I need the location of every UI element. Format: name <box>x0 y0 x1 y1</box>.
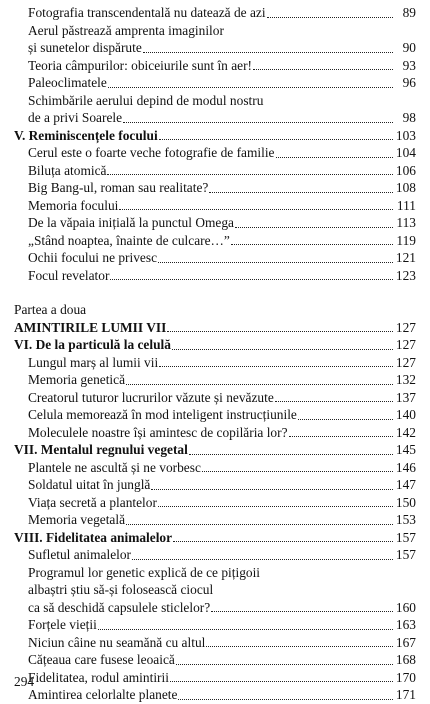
toc-entry <box>14 232 416 250</box>
dot-leader <box>98 629 393 630</box>
toc-chapter <box>14 529 416 547</box>
toc-page-number: 132 <box>395 372 416 387</box>
dot-leader <box>159 366 393 367</box>
toc-page-number: 168 <box>395 652 416 667</box>
dot-leader <box>143 52 393 53</box>
toc-page-number: 119 <box>396 232 416 248</box>
toc-entry-title: de a privi Soarele <box>28 110 123 125</box>
toc-page-number: 104 <box>395 145 416 160</box>
toc-page-number: 127 <box>395 354 416 370</box>
toc-entry <box>14 476 416 494</box>
toc-entry-title: Celula memorează în mod inteligent instrucțiunile <box>28 407 297 422</box>
toc-page-number: 111 <box>396 197 416 213</box>
toc-entry-line <box>14 564 416 582</box>
toc-entry <box>14 371 416 389</box>
toc-entry-title: Memoria focului <box>28 197 119 213</box>
dot-leader <box>209 192 393 193</box>
toc-entry-title: Programul lor genetic explică de ce pițigoii <box>28 564 261 580</box>
toc-page-number: 108 <box>395 180 416 195</box>
toc-page-number: 157 <box>395 529 416 545</box>
toc-entry <box>14 459 416 477</box>
toc-page-number: 123 <box>395 267 416 283</box>
section-gap <box>14 284 416 301</box>
toc-entry-line <box>14 92 416 110</box>
toc-entry-title: De la văpaia inițială la punctul Omega <box>28 215 234 230</box>
toc-entry <box>14 57 416 75</box>
toc-entry <box>14 389 416 407</box>
toc-entry-title: Aerul păstrează amprenta imaginilor <box>28 22 224 38</box>
toc-page-number: 90 <box>402 40 416 55</box>
page-number: 294 <box>14 674 35 689</box>
toc-entry-title: Paleoclimatele <box>28 75 107 90</box>
part-heading <box>14 301 416 319</box>
toc-page-number: 127 <box>395 319 416 335</box>
toc-entry-title: ca să deschidă capsulele sticlelor? <box>28 599 211 615</box>
dot-leader <box>206 646 393 647</box>
dot-leader <box>132 559 393 560</box>
toc-entry-title: Lungul marș al lumii vii <box>28 354 159 370</box>
toc-entry-title: „Stând noaptea, înainte de culcare…” <box>28 232 230 248</box>
toc-entry <box>14 686 416 704</box>
toc-entry <box>14 74 416 92</box>
toc-entry-title: Cerul este o foarte veche fotografie de familie <box>28 145 275 160</box>
dot-leader <box>170 681 393 682</box>
toc-chapter <box>14 127 416 145</box>
toc-entry <box>14 669 416 687</box>
toc-entry-title: Amintirea celorlalte planete <box>28 687 178 702</box>
toc-entry-title: Moleculele noastre își amintesc de copilăria lor? <box>28 424 288 440</box>
toc-entry-line <box>14 581 416 599</box>
toc-entry <box>14 179 416 197</box>
toc-chapter <box>14 336 416 354</box>
toc-entry-title: Fidelitatea, rodul amintirii <box>28 669 169 685</box>
toc-entry-title: Plantele ne ascultă și ne vorbesc <box>28 459 201 475</box>
table-of-contents <box>14 4 416 704</box>
toc-entry-title: Memoria vegetală <box>28 512 126 527</box>
toc-entry-line <box>14 22 416 40</box>
toc-entry <box>14 144 416 162</box>
dot-leader <box>159 139 393 140</box>
toc-entry-title: albaștri știu să-și folosească ciocul <box>28 582 214 597</box>
toc-chapter <box>14 441 416 459</box>
dot-leader <box>253 69 393 70</box>
toc-page-number: 89 <box>402 5 416 20</box>
toc-entry-title: Cățeaua care fusese leoaică <box>28 652 175 667</box>
dot-leader <box>158 262 393 263</box>
toc-entry <box>14 424 416 442</box>
dot-leader <box>151 489 393 490</box>
toc-entry-title: VII. Mentalul regnului vegetal <box>14 442 188 457</box>
toc-page-number: 127 <box>395 337 416 352</box>
dot-leader <box>123 122 393 123</box>
toc-page-number: 103 <box>395 127 416 143</box>
dot-leader <box>173 541 393 542</box>
toc-page-number: 106 <box>395 162 416 178</box>
toc-entry-title: Forțele vieții <box>28 617 97 632</box>
toc-page-number: 153 <box>395 512 416 527</box>
toc-entry <box>14 494 416 512</box>
dot-leader <box>158 506 393 507</box>
toc-page-number: 121 <box>395 250 416 265</box>
toc-page-number: 140 <box>395 407 416 422</box>
toc-entry <box>14 634 416 652</box>
toc-entry-title: Biluța atomică <box>28 162 107 178</box>
toc-entry <box>14 546 416 564</box>
toc-entry <box>14 406 416 424</box>
toc-page-number: 137 <box>395 389 416 405</box>
dot-leader <box>202 471 393 472</box>
toc-page-number: 113 <box>396 215 416 230</box>
toc-page-number: 147 <box>395 477 416 492</box>
toc-page-number: 98 <box>402 110 416 125</box>
toc-entry-title: Viața secretă a plantelor <box>28 494 157 510</box>
toc-page-number: 145 <box>395 442 416 457</box>
toc-page-number: 146 <box>395 459 416 475</box>
toc-page-number: 150 <box>395 494 416 510</box>
toc-chapter <box>14 319 416 337</box>
toc-entry <box>14 4 416 22</box>
toc-entry <box>14 249 416 267</box>
dot-leader <box>167 331 393 332</box>
toc-page-number: 160 <box>395 599 416 615</box>
dot-leader <box>126 384 393 385</box>
toc-entry-title: V. Reminiscențele focului <box>14 127 158 143</box>
dot-leader <box>178 699 393 700</box>
toc-page-number: 163 <box>395 617 416 632</box>
toc-entry-title: Schimbările aerului depind de modul nostru <box>28 92 264 108</box>
toc-entry <box>14 511 416 529</box>
toc-entry-title: Creatorul tuturor lucrurilor văzute și nevăzute <box>28 389 274 405</box>
toc-entry-title: AMINTIRILE LUMII VII <box>14 319 167 335</box>
toc-entry-title: Focul revelator <box>28 267 110 283</box>
toc-entry <box>14 109 416 127</box>
toc-page-number: 93 <box>402 57 416 73</box>
toc-page-number: 167 <box>395 634 416 650</box>
dot-leader <box>172 349 393 350</box>
toc-entry <box>14 197 416 215</box>
toc-page-number: 171 <box>395 687 416 702</box>
toc-entry-title: Memoria genetică <box>28 372 126 387</box>
toc-page-number: 170 <box>395 669 416 685</box>
part-title: Partea a doua <box>14 302 87 317</box>
toc-entry <box>14 616 416 634</box>
toc-entry-title: VIII. Fidelitatea animalelor <box>14 529 173 545</box>
toc-entry <box>14 599 416 617</box>
dot-leader <box>289 436 393 437</box>
toc-entry-title: și sunetelor dispărute <box>28 40 142 55</box>
dot-leader <box>235 227 393 228</box>
toc-entry-title: Niciun câine nu seamănă cu altul <box>28 634 206 650</box>
dot-leader <box>126 524 393 525</box>
dot-leader <box>110 279 393 280</box>
toc-entry-title: VI. De la particulă la celulă <box>14 337 171 352</box>
dot-leader <box>108 87 393 88</box>
toc-entry-title: Big Bang-ul, roman sau realitate? <box>28 180 209 195</box>
toc-entry <box>14 651 416 669</box>
dot-leader <box>189 454 393 455</box>
toc-entry <box>14 354 416 372</box>
toc-entry-title: Sufletul animalelor <box>28 547 132 562</box>
dot-leader <box>176 664 393 665</box>
toc-entry <box>14 162 416 180</box>
toc-page-number: 96 <box>402 75 416 90</box>
dot-leader <box>231 244 393 245</box>
toc-entry <box>14 214 416 232</box>
dot-leader <box>107 174 393 175</box>
toc-entry <box>14 39 416 57</box>
toc-entry-title: Teoria câmpurilor: obiceiurile sunt în aer! <box>28 57 253 73</box>
dot-leader <box>267 17 393 18</box>
dot-leader <box>298 419 393 420</box>
dot-leader <box>119 209 393 210</box>
toc-entry-title: Fotografia transcendentală nu datează de azi <box>28 5 266 20</box>
toc-entry-title: Ochii focului ne privesc <box>28 250 158 265</box>
toc-entry <box>14 267 416 285</box>
dot-leader <box>276 157 394 158</box>
toc-entry-title: Soldatul uitat în junglă <box>28 477 151 492</box>
toc-page-number: 142 <box>395 424 416 440</box>
dot-leader <box>211 611 393 612</box>
toc-page-number: 157 <box>395 547 416 562</box>
dot-leader <box>275 401 393 402</box>
